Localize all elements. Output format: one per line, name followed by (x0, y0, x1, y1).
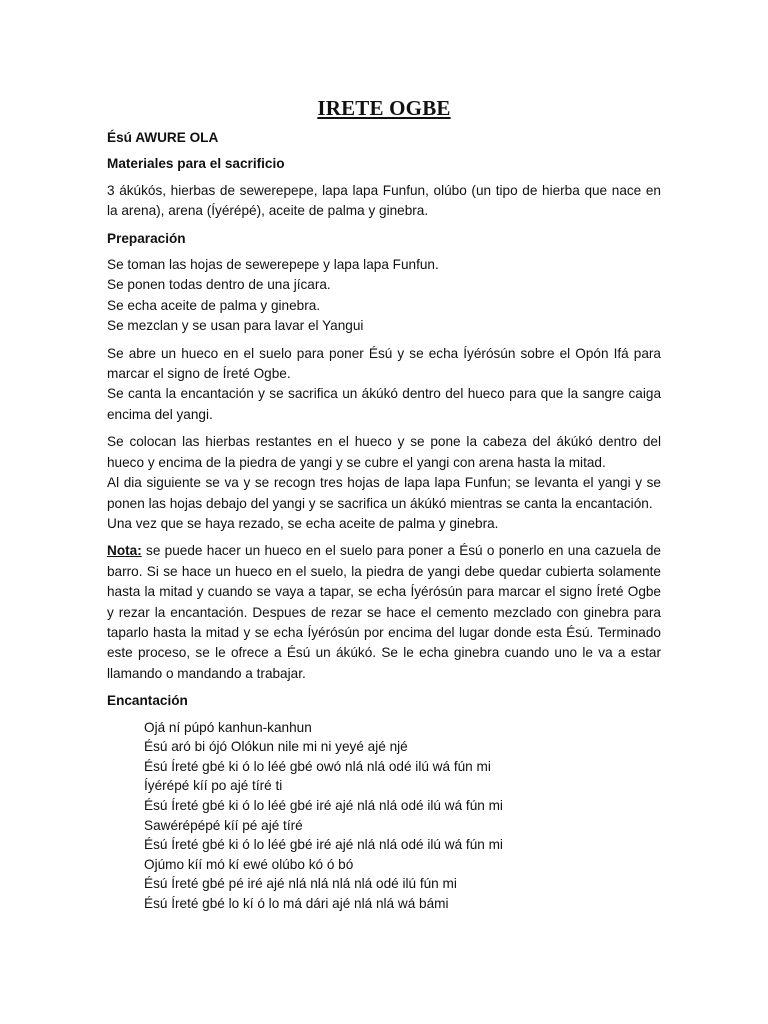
verse-line: Sawérépépé kíí pé ajé tíré (144, 817, 303, 833)
paragraph-line: Se abre un hueco en el suelo para poner Ésú y se echa Íyérósún sobre el Opón Ifá para marcar el signo de Íreté Ogbe. (107, 345, 661, 382)
encantacion-heading: Encantación (107, 693, 188, 709)
verse-line: Íyérépé kíí po ajé tíré ti (144, 778, 283, 794)
note-paragraph (107, 541, 661, 684)
verse-line: Ésú Íreté gbé ki ó lo léé gbé iré ajé nlá nlá odé ilú wá fún mi (144, 837, 503, 853)
prep-line: Se echa aceite de palma y ginebra. (107, 297, 321, 313)
paragraph-1 (107, 344, 661, 426)
paragraph-line: Al dia siguiente se va y se recogn tres hojas de lapa lapa Funfun; se levanta el yangi y se ponen las hojas debajo del yangi y se sacrifica un ákúkó mientras se canta la encantación. (107, 475, 661, 511)
preparation-steps (107, 255, 661, 337)
verse-line: Ojúmo kíí mó kí ewé olúbo kó ó bó (144, 856, 354, 872)
preparation-heading: Preparación (107, 230, 186, 246)
verse-line: Ésú Íreté gbé pé iré ajé nlá nlá nlá nlá odé ilú fún mi (144, 876, 457, 892)
prep-line: Se toman las hojas de sewerepepe y lapa lapa Funfun. (107, 257, 439, 273)
materials-heading: Materiales para el sacrificio (107, 156, 285, 172)
verse-line: Ésú Íreté gbé lo kí ó lo má dári ajé nlá nlá wá bámi (144, 895, 449, 911)
note-label: Nota: (107, 543, 142, 559)
prep-line: Se ponen todas dentro de una jícara. (107, 277, 331, 293)
note-text: se puede hacer un hueco en el suelo para poner a Ésú o ponerlo en una cazuela de barro. Si se hace un hueco en el suelo, la piedra de yangi debe quedar cubierta solamente hasta la mitad y cuando se vaya a tapar, se echa Íyérósún para marcar el signo Íreté Ogbe y rezar la encantación. Despues de rezar se hace el cemento mezclado con ginebra para taparlo hasta la mitad y se echa Íyérósún por encima del lugar donde esta Ésú. Terminado este proceso, se le ofrece a Ésú un ákúkó. Se le echa ginebra cuando uno le va a estar llamando o mandando a trabajar. (107, 543, 661, 681)
verse-line: Ésú aró bi ójó Olókun nile mi ni yeyé ajé njé (144, 739, 408, 755)
verse-line: Ésú Íreté gbé ki ó lo léé gbé iré ajé nlá nlá odé ilú wá fún mi (144, 797, 503, 813)
paragraph-line: Una vez que se haya rezado, se echa aceite de palma y ginebra. (107, 515, 499, 531)
verse-line: Ojá ní púpó kanhun-kanhun (144, 719, 312, 735)
paragraph-2 (107, 432, 661, 534)
verse-block (107, 718, 661, 914)
document-title: IRETE OGBE (317, 96, 451, 120)
subtitle: Ésú AWURE OLA (107, 130, 219, 145)
prep-line: Se mezclan y se usan para lavar el Yangui (107, 318, 364, 334)
materials-text: 3 ákúkós, hierbas de sewerepepe, lapa lapa Funfun, olúbo (un tipo de hierba que nace en la arena), arena (Íyérépé), aceite de palma y ginebra. (107, 182, 661, 219)
paragraph-line: Se colocan las hierbas restantes en el hueco y se pone la cabeza del ákúkó dentro del hueco y encima de la piedra de yangi y se cubre el yangi con arena hasta la mitad. (107, 434, 661, 470)
paragraph-line: Se canta la encantación y se sacrifica un ákúkó dentro del hueco para que la sangre caiga encima del yangi. (107, 386, 661, 422)
verse-line: Ésú Íreté gbé ki ó lo léé gbé owó nlá nlá odé ilú wá fún mi (144, 758, 491, 774)
document-body (107, 128, 661, 914)
